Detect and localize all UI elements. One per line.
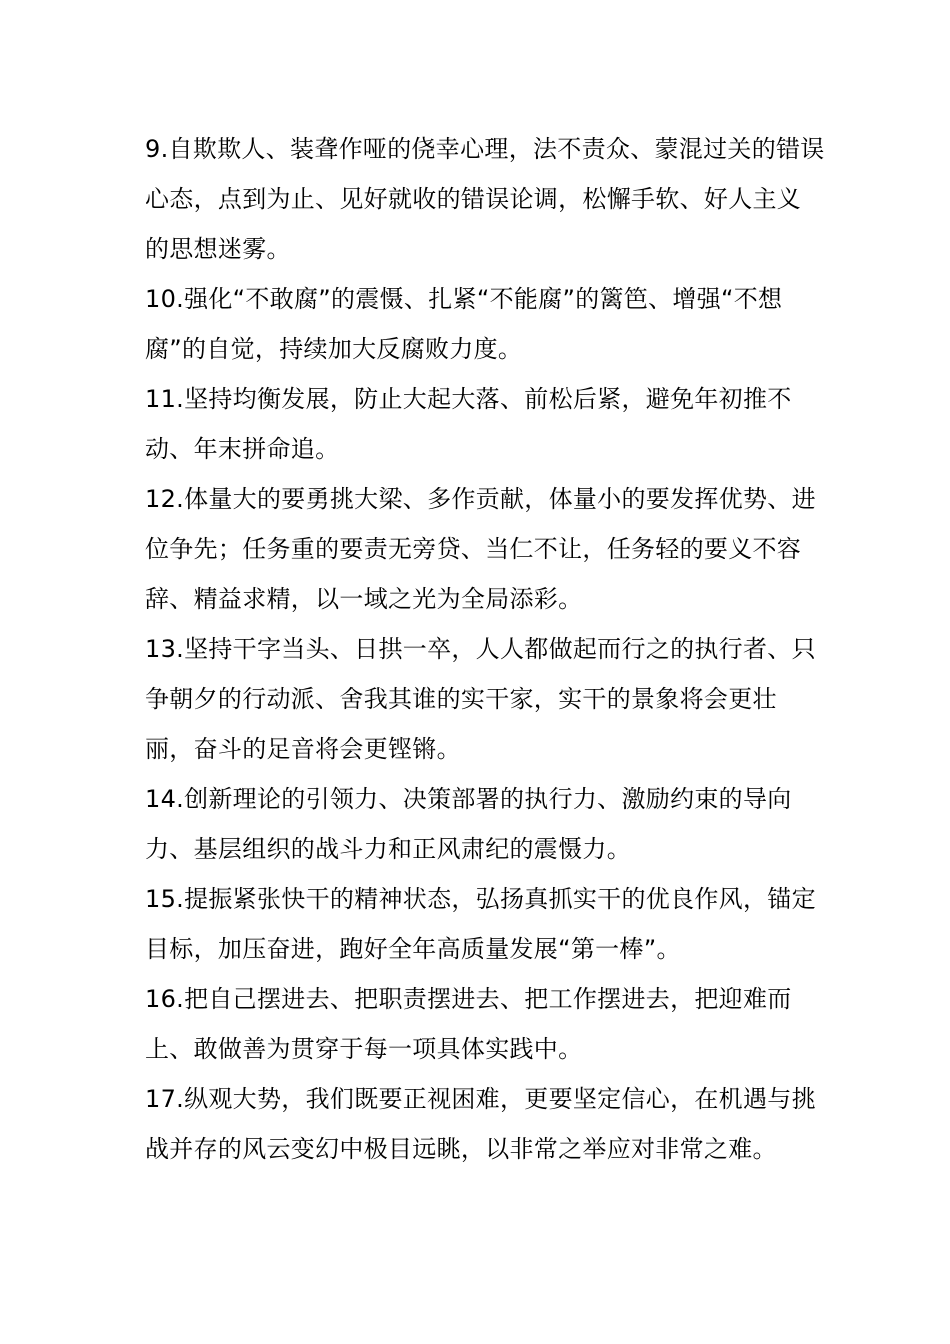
paragraph-12: 12.体量大的要勇挑大梁、多作贡献，体量小的要发挥优势、进位争先；任务重的要责无旁贷、当仁不让，任务轻的要义不容辞、精益求精，以一域之光为全局添彩。 (145, 485, 816, 613)
paragraph-16: 16.把自己摆进去、把职责摆进去、把工作摆进去，把迎难而上、敢做善为贯穿于每一项具体实践中。 (145, 985, 792, 1063)
paragraph-17: 17.纵观大势，我们既要正视困难，更要坚定信心，在机遇与挑战并存的风云变幻中极目远眺，以非常之举应对非常之难。 (145, 1085, 816, 1163)
paragraph-11: 11.坚持均衡发展，防止大起大落、前松后紧，避免年初推不动、年末拼命追。 (145, 385, 792, 463)
paragraph-10: 10.强化“不敢腐”的震慑、扎紧“不能腐”的篱笆、增强“不想腐”的自觉，持续加大反腐败力度。 (145, 285, 783, 363)
document-body (145, 124, 825, 1174)
paragraph-14: 14.创新理论的引领力、决策部署的执行力、激励约束的导向力、基层组织的战斗力和正风肃纪的震慑力。 (145, 785, 792, 863)
paragraph-15: 15.提振紧张快干的精神状态，弘扬真抓实干的优良作风，锚定目标，加压奋进，跑好全年高质量发展“第一棒”。 (145, 885, 816, 963)
paragraph-13: 13.坚持干字当头、日拱一卒，人人都做起而行之的执行者、只争朝夕的行动派、舍我其谁的实干家，实干的景象将会更壮丽，奋斗的足音将会更铿锵。 (145, 635, 816, 763)
paragraph-9: 9.自欺欺人、装聋作哑的侥幸心理，法不责众、蒙混过关的错误心态，点到为止、见好就收的错误论调，松懈手软、好人主义的思想迷雾。 (145, 135, 825, 263)
